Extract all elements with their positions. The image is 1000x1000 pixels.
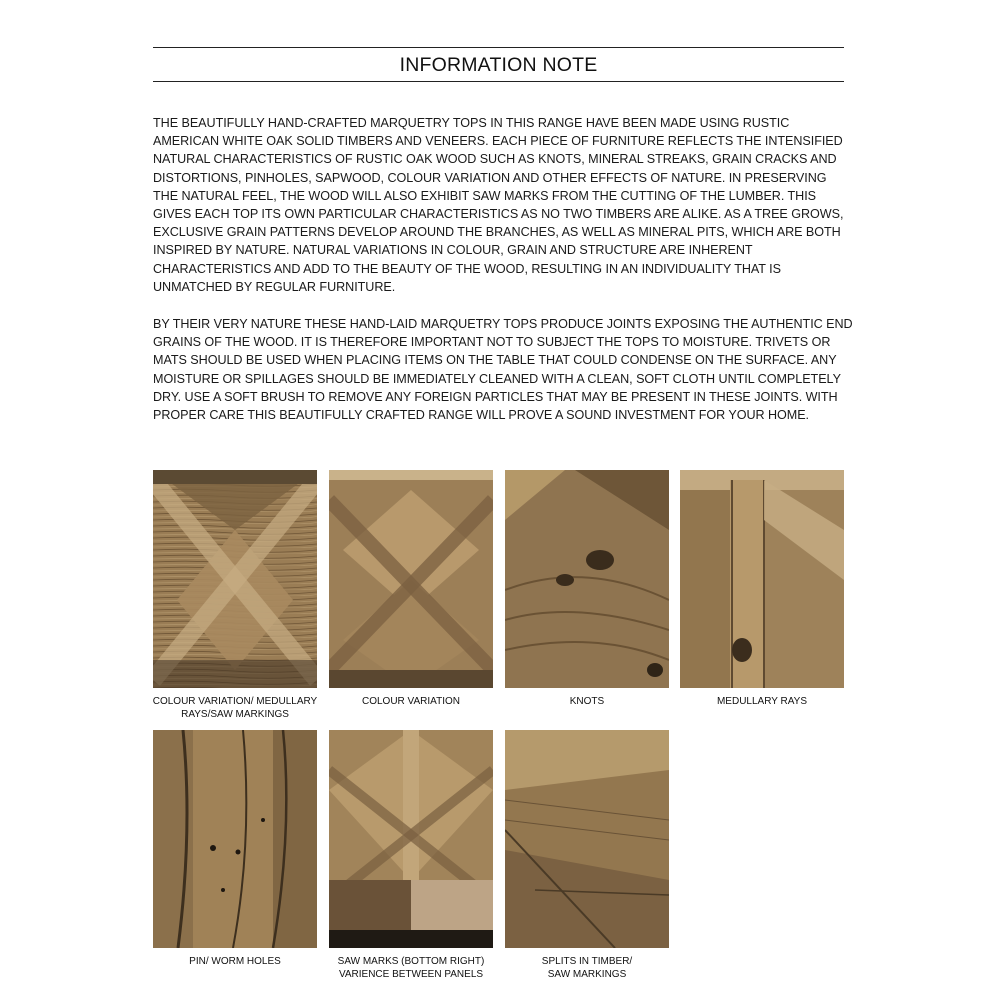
- caption-photo-2: [321, 695, 501, 708]
- caption-photo-4: [672, 695, 852, 708]
- title-rule-bottom: [153, 81, 844, 82]
- photo-splits-saw-markings: [505, 730, 669, 948]
- caption-photo-5: [145, 955, 325, 968]
- photo-knots: [505, 470, 669, 688]
- caption-line: COLOUR VARIATION/ MEDULLARY: [152, 696, 318, 707]
- caption-line: SAW MARKS (BOTTOM RIGHT): [337, 956, 485, 967]
- photo-colour-variation-medullary-rays: [153, 470, 317, 688]
- photo-pin-worm-holes: [153, 730, 317, 948]
- paragraph-2: BY THEIR VERY NATURE THESE HAND-LAID MARQUETRY TOPS PRODUCE JOINTS EXPOSING THE AUTHENTIC END GRAINS OF THE WOOD. IT IS THEREFORE IMPORTANT NOT TO SUBJECT THE TOPS TO MOISTURE. TRIVETS OR MATS SHOULD BE USED WHEN PLACING ITEMS ON THE TABLE THAT COULD CONDENSE ON THE SURFACE. ANY MOISTURE OR SPILLAGES SHOULD BE IMMEDIATELY CLEANED WITH A CLEAN, SOFT CLOTH UNTIL COMPLETELY DRY. USE A SOFT BRUSH TO REMOVE ANY FOREIGN PARTICLES THAT MAY BE PRESENT IN THESE JOINTS. WITH PROPER CARE THIS BEAUTIFULLY CRAFTED RANGE WILL PROVE A SOUND INVESTMENT FOR YOUR HOME.: [153, 317, 853, 423]
- caption-photo-1: [145, 695, 325, 721]
- photo-saw-marks-variance: [329, 730, 493, 948]
- caption-line: KNOTS: [569, 696, 605, 707]
- caption-line: PIN/ WORM HOLES: [189, 956, 281, 967]
- caption-line: MEDULLARY RAYS: [716, 696, 808, 707]
- caption-line: VARIENCE BETWEEN PANELS: [338, 969, 484, 980]
- page-title: INFORMATION NOTE: [399, 54, 598, 76]
- caption-photo-7: [497, 955, 677, 981]
- photo-colour-variation: [329, 470, 493, 688]
- caption-line: SAW MARKINGS: [547, 969, 627, 980]
- caption-photo-3: [497, 695, 677, 708]
- title-rule-top: [153, 47, 844, 48]
- photo-medullary-rays: [680, 470, 844, 688]
- caption-line: COLOUR VARIATION: [362, 696, 460, 707]
- paragraph-1: THE BEAUTIFULLY HAND-CRAFTED MARQUETRY TOPS IN THIS RANGE HAVE BEEN MADE USING RUSTIC AMERICAN WHITE OAK SOLID TIMBERS AND VENEERS. EACH PIECE OF FURNITURE REFLECTS THE INTENSIFIED NATURAL CHARACTERISTICS OF RUSTIC OAK WOOD SUCH AS KNOTS, MINERAL STREAKS, GRAIN CRACKS AND DISTORTIONS, PINHOLES, SAPWOOD, COLOUR VARIATION AND OTHER EFFECTS OF NATURE. IN PRESERVING THE NATURAL FEEL, THE WOOD WILL ALSO EXHIBIT SAW MARKS FROM THE CUTTING OF THE LUMBER. THIS GIVES EACH TOP ITS OWN PARTICULAR CHARACTERISTICS AS NO TWO TIMBERS ARE ALIKE. AS A TREE GROWS, EXCLUSIVE GRAIN PATTERNS DEVELOP AROUND THE BRANCHES, AS WELL AS MINERAL PITS, WHICH ARE BOTH INSPIRED BY NATURE. NATURAL VARIATIONS IN COLOUR, GRAIN AND STRUCTURE ARE INHERENT CHARACTERISTICS AND ADD TO THE BEAUTY OF THE WOOD, RESULTING IN AN INDIVIDUALITY THAT IS UNMATCHED BY REGULAR FURNITURE.: [153, 116, 844, 294]
- caption-line: RAYS/SAW MARKINGS: [181, 709, 289, 720]
- caption-line: SPLITS IN TIMBER/: [541, 956, 633, 967]
- caption-photo-6: [321, 955, 501, 981]
